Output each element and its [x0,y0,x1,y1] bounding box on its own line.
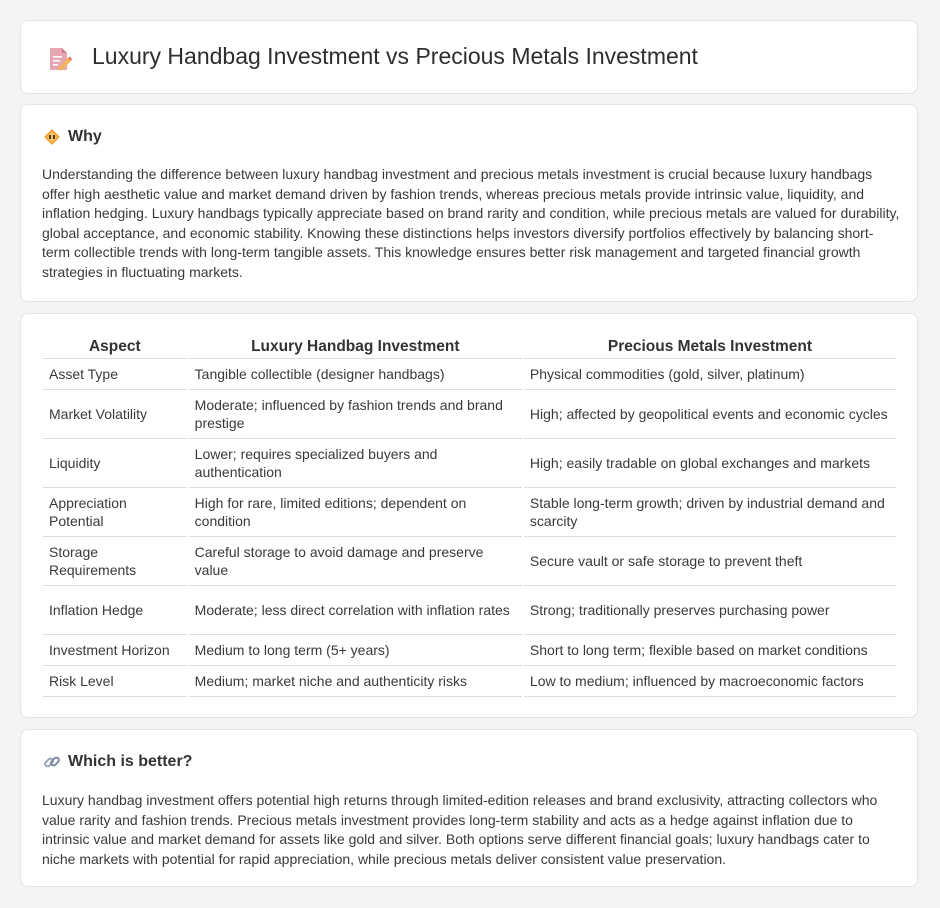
table-cell: Storage Requirements [43,537,187,586]
why-text: Understanding the difference between luxury handbag investment and precious metals investment is crucial because luxury handbags offer high aesthetic value and market demand driven by fashion trends, whereas precious metals provide intrinsic value, liquidity, and inflation hedging. Luxury handbags typically appreciate based on brand rarity and condition, while precious metals are valued for durability, global acceptance, and economic stability. Knowing these distinctions helps investors diversify portfolios effectively by balancing short-term collectible trends with long-term tangible assets. This knowledge ensures better risk management and targeted financial growth strategies in fluctuating markets. [42,166,900,280]
table-cell: Low to medium; influenced by macroeconomic factors [524,666,896,697]
table-cell: Short to long term; flexible based on market conditions [524,635,896,666]
diamond-sign-icon [43,128,61,146]
table-cell: Careful storage to avoid damage and preserve value [189,537,522,586]
table-cell: Moderate; less direct correlation with inflation rates [189,586,522,635]
table-cell: Market Volatility [43,390,187,439]
table-row [43,635,896,666]
better-heading: Which is better? [68,753,193,770]
table-cell: Physical commodities (gold, silver, platinum) [524,359,896,390]
why-heading-row [43,127,102,147]
table-cell: Investment Horizon [43,635,187,666]
table-cell: High for rare, limited editions; dependent on condition [189,488,522,537]
comparison-section [20,313,918,718]
column-header: Precious Metals Investment [524,336,896,359]
header-card [20,20,918,94]
table-cell: Tangible collectible (designer handbags) [189,359,522,390]
table-cell: Lower; requires specialized buyers and authentication [189,439,522,488]
table-row [43,359,896,390]
why-section [20,104,918,302]
table-cell: Appreciation Potential [43,488,187,537]
table-row [43,488,896,537]
table-cell: Strong; traditionally preserves purchasing power [524,586,896,635]
column-header: Luxury Handbag Investment [189,336,522,359]
document-pencil-icon [46,46,72,72]
table-cell: Stable long-term growth; driven by industrial demand and scarcity [524,488,896,537]
table-cell: High; affected by geopolitical events and economic cycles [524,390,896,439]
link-icon [43,753,61,771]
table-row [43,666,896,697]
table-header-row [43,336,896,359]
table-cell: Asset Type [43,359,187,390]
table-cell: Inflation Hedge [43,586,187,635]
table-row [43,537,896,586]
table-cell: High; easily tradable on global exchanges and markets [524,439,896,488]
better-text: Luxury handbag investment offers potential high returns through limited-edition releases and brand exclusivity, attracting collectors who value rarity and fashion trends. Precious metals investment provides long-term stability and acts as a hedge against inflation due to intrinsic value and market demand for assets like gold and silver. Both options serve different financial goals; luxury handbags cater to niche markets with potential for rapid appreciation, while precious metals deliver consistent value preservation. [42,792,878,867]
column-header: Aspect [43,336,187,359]
table-row [43,390,896,439]
which-is-better-section [20,729,918,887]
table-cell: Medium; market niche and authenticity risks [189,666,522,697]
comparison-table [41,336,898,697]
better-heading-row [43,752,192,772]
page-title: Luxury Handbag Investment vs Precious Metals Investment [92,43,698,69]
table-row [43,439,896,488]
table-cell: Medium to long term (5+ years) [189,635,522,666]
table-cell: Secure vault or safe storage to prevent theft [524,537,896,586]
table-cell: Risk Level [43,666,187,697]
table-row [43,586,896,635]
table-cell: Moderate; influenced by fashion trends and brand prestige [189,390,522,439]
table-cell: Liquidity [43,439,187,488]
why-heading: Why [68,128,102,145]
